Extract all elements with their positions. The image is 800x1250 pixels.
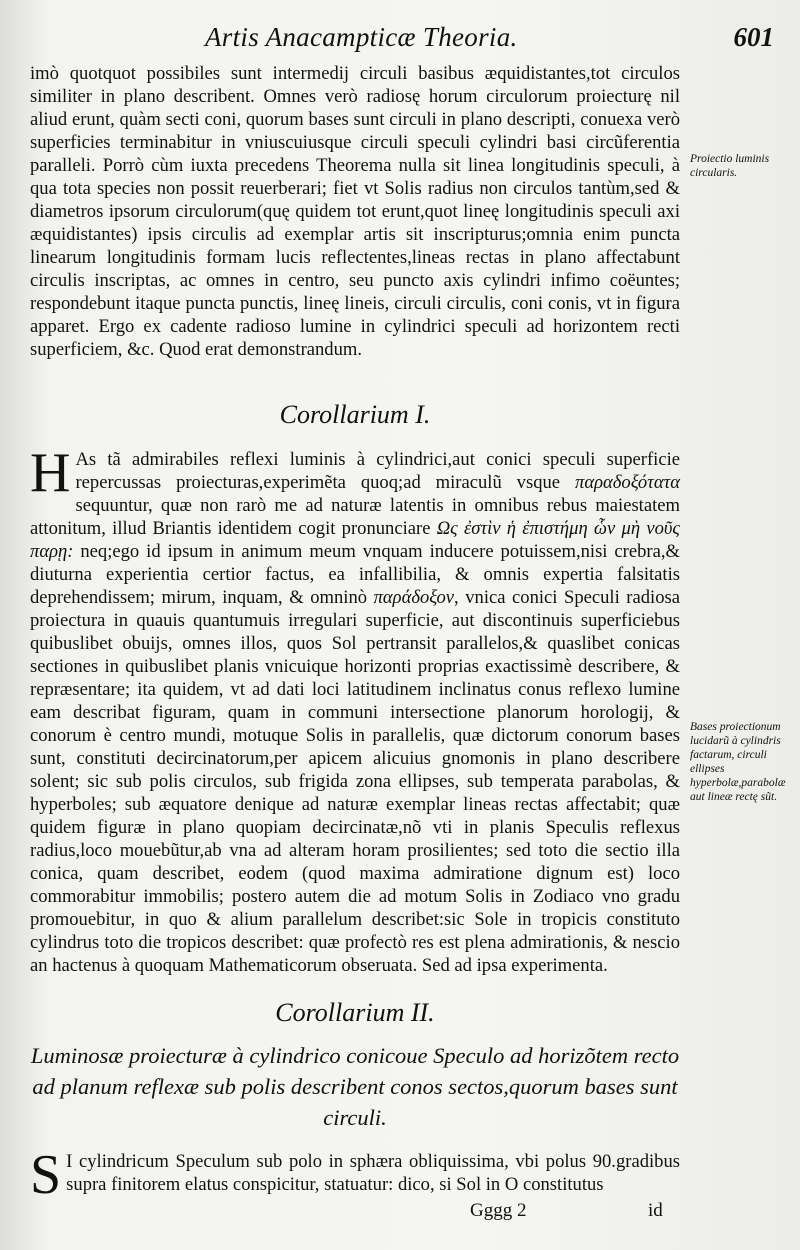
greek-phrase-1: παραδοξότατα (575, 472, 681, 493)
section-2-text-1: As tã admirabiles reflexi luminis à cylindrici,aut conici speculi superficie repercussas proiecturas,experimẽta quoq;ad miraculũ vsque (75, 449, 680, 493)
section-2-text-3: neq;ego id ipsum in animum meum vnquam inducere potuissem,nisi crebra,& diuturna experientia certior factus, ea infallibilia, & omnis expertia falsitatis deprehendissem; mirum, inquam, & omninò (30, 541, 680, 608)
corollary-1-heading: Corollarium I. (279, 400, 431, 429)
catchword: id (648, 1200, 663, 1221)
section-1-body (30, 62, 680, 361)
section-2-text-4: , vnica conici Speculi radiosa proiectura in quauis quantumuis irregulari superficie, aut discontinuis superficiebus quibuslibet obuijs, omnes illos, quos Sol pertransit parallelos,& quaslibet conicas sectiones in quibuslibet planis vnicuique horizonti proprias exactissimè describere, & repræsentare; ita quidem, vt ad dati loci latitudinem inclinatus conus reflexo lumine eam describat figuram, quam in communi intersectione planorum horologij, & conorum è centro mundi, motuque Solis in parallelis, quæ dictorum conorum bases sunt, constituti decircinatorum,per apicem alicuius gnomonis in plano describere solent; sic sub polis circulos, sub frigida zona ellipses, sub temperata parabolas, & hyperboles; sub æquatore denique ad naturæ exemplar lineas rectas affectabit; quæ quidem figuræ in plano quopiam decircinatæ,nõ vti in planis Speculis reflexus radius,loco mouebũtur,ab vna ad alteram horam prosilientes; sed toto die sectio illa conica, quam describet, eodem (quod maxima admiratione dignum est) loco commorabitur immobilis; postero autem die ad motum Solis in Zodiaco vno gradu promouebitur, in quo & alium parallelum describet:sic Sole in tropicis constituto cylindrus toto die tropicos describet: quæ profectò res est plena admirationis, & nescio an hactenus à quoquam Mathematicorum obseruata. Sed ad ipsa experimenta. (30, 587, 680, 976)
running-title: Artis Anacampticæ Theoria. (205, 22, 518, 52)
page-number: 601 (733, 22, 774, 52)
section-1-paragraph: imò quotquot possibiles sunt intermedij circuli basibus æquidistantes,tot circulos similiter in plano describent. Omnes verò radiosę horum circulorum proiecturę nil aliud erunt, quàm secti coni, quorum bases sunt circuli in plano descripti, conuexa verò superficies terminabitur in vniuscuiusque circuli speculi cylindri basi circũferentia paralleli. Porrò cùm iuxta precedens Theorema nulla sit linea longitudinis speculi, à qua tota species non possit reuerberari; fiet vt Solis radius non circulos tantùm,sed & diametros ipsorum circulorum(quę quidem tot erunt,quot lineę longitudinis speculi axi æquidistantes) ipsis circulis ad exemplar artis sit inscripturus;omnia enim puncta linearum longitudinis formam lucis reflectentes,lineas rectas in plano affectabunt circulis inscriptas, ac omnes in centro, seu puncto axis cylindri infimo coëuntes; respondebunt itaque puncta punctis, lineę lineis, circuli circulis, coni conis, vt in figura apparet. Ergo ex cadente radioso lumine in cylindrici speculi ad horizontem recti superficiem, &c. Quod erat demonstrandum. (30, 63, 680, 360)
proposition-statement: Luminosæ proiecturæ à cylindrico conicoue Speculo ad horizõtem recto ad planum reflexæ sub polis describent conos sectos,quorum bases sunt circuli. (30, 1043, 680, 1130)
corollary-2-heading: Corollarium II. (275, 998, 435, 1027)
section-2-body (30, 442, 681, 977)
drop-cap-s: S (30, 1144, 62, 1206)
page-header (30, 18, 780, 58)
section-3-paragraph (30, 1144, 680, 1206)
drop-cap-h: H (30, 442, 71, 504)
greek-phrase-2: Ως ἐστὶν ἡ ἐπιστήμη ὧν μὴ νοῦς παρῃ: (30, 518, 680, 562)
greek-phrase-3: παράδοξον (373, 587, 455, 608)
section-2-paragraph (30, 442, 681, 977)
page-footer (30, 1200, 780, 1230)
section-3-body (30, 1144, 680, 1206)
marginal-note-2: Bases proiectionum lucidarũ à cylindris factarum, circuli ellipses hyperbolæ,parabolæ aut lineæ rectę sũt. (690, 721, 786, 803)
signature-mark: Gggg 2 (470, 1200, 527, 1221)
section-2-text-2: sequuntur, quæ non rarò me ad naturæ latentis in omnibus rebus maiestatem attonitum, illud Briantis identidem cogit pronunciare (30, 495, 680, 539)
marginal-note-1: Proiectio luminis circularis. (690, 153, 770, 179)
section-3-text: I cylindricum Speculum sub polo in sphæra obliquissima, vbi polus 90.gradibus supra finitorem elatus conspicitur, statuatur: dico, si Sol in O constitutus (66, 1151, 680, 1195)
